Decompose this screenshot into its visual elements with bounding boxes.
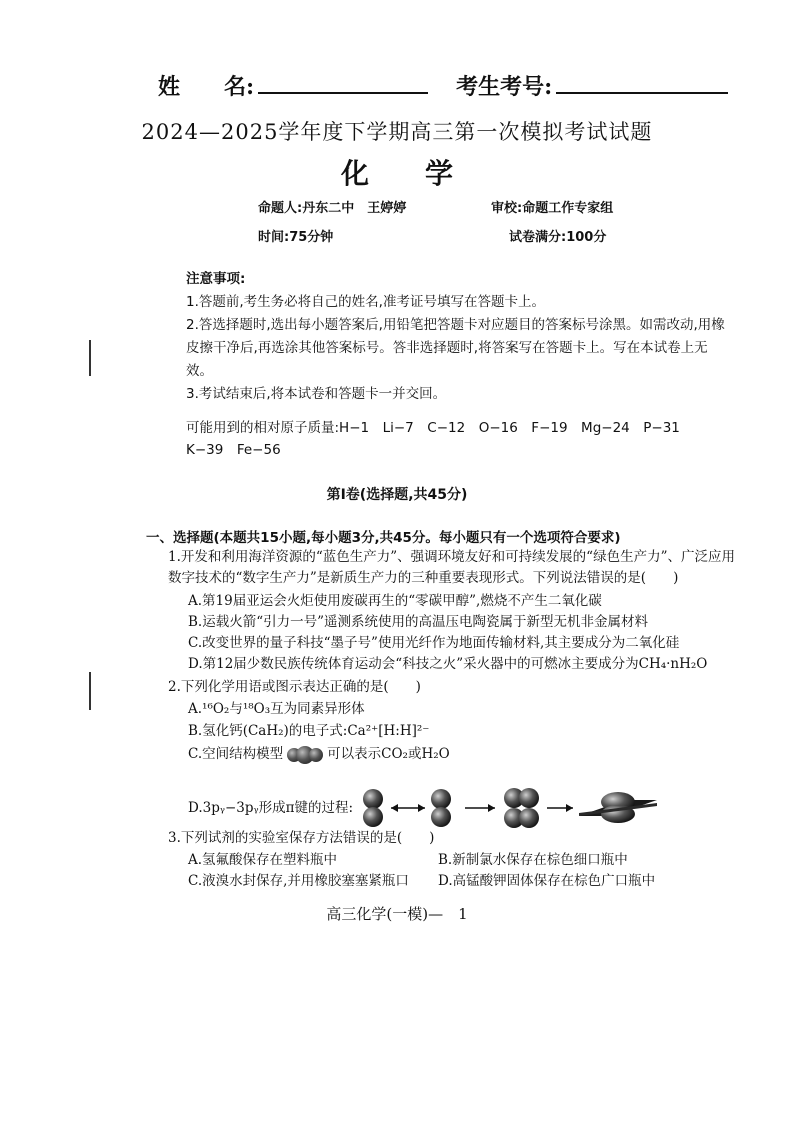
arrow-1: [465, 804, 495, 812]
binding-mark-top: [89, 340, 91, 376]
q1-option-d-formula: CH₄·nH₂O: [638, 656, 708, 672]
question-3-stem: 3.下列试剂的实验室保存方法错误的是( ): [168, 830, 435, 846]
space-filling-model-image: [287, 746, 323, 764]
notes-heading: 注意事项:: [186, 271, 246, 287]
reviewer: 审校:命题工作专家组: [491, 201, 614, 216]
q2-option-d[interactable]: [188, 786, 667, 830]
arrow-2: [547, 804, 573, 812]
model-atom-right: [309, 748, 323, 762]
pi-bond-shape: [579, 792, 657, 823]
question-1: [168, 547, 738, 589]
p-orbital-right: [431, 789, 451, 827]
name-field[interactable]: [258, 74, 428, 94]
overlapping-orbitals: [504, 788, 539, 828]
section-title: 第Ⅰ卷(选择题,共45分): [326, 487, 468, 503]
atomic-masses-line-2: K−39 Fe−56: [186, 442, 281, 458]
binding-mark-bottom: [89, 672, 91, 710]
double-arrow: [391, 804, 425, 812]
q2-option-a[interactable]: A.¹⁶O₂与¹⁸O₃互为同素异形体: [188, 701, 365, 717]
question-2-stem: 2.下列化学用语或图示表达正确的是( ): [168, 679, 421, 695]
question-1-stem-text: 1.开发和利用海洋资源的“蓝色生产力”、强调环境友好和可持续发展的“绿色生产力”、广泛应用数字技术的“数字生产力”是新质生产力的三种重要表现形式。下列说法错误的是( ): [168, 549, 735, 586]
q3-option-b[interactable]: B.新制氯水保存在棕色细口瓶中: [438, 852, 628, 868]
note-item-2: 2.答选择题时,选出每小题答案后,用铅笔把答题卡对应题目的答案标号涂黑。如需改动,用橡皮擦干净后,再选涂其他答案标号。答非选择题时,将答案写在答题卡上。写在本试卷上无效。: [186, 317, 725, 379]
id-field[interactable]: [556, 74, 728, 94]
q2-option-d-text: D.3pᵧ−3pᵧ形成π键的过程:: [188, 799, 353, 816]
p-orbital-left: [363, 789, 383, 827]
atomic-masses: [186, 417, 731, 461]
q1-option-b[interactable]: B.运载火箭“引力一号”遥测系统使用的高温压电陶瓷属于新型无机非金属材料: [188, 614, 649, 630]
q3-option-c[interactable]: C.液溴水封保存,并用橡胶塞塞紧瓶口: [188, 873, 409, 889]
q2-option-c[interactable]: [188, 744, 450, 765]
notes-block: [186, 268, 731, 406]
q2-option-c-suffix: 可以表示CO₂或H₂O: [327, 746, 450, 762]
q1-option-c[interactable]: C.改变世界的量子科技“墨子号”使用光纤作为地面传输材料,其主要成分为二氧化硅: [188, 635, 680, 651]
q3-option-a[interactable]: A.氢氟酸保存在塑料瓶中: [188, 852, 338, 868]
q1-option-a[interactable]: A.第19届亚运会火炬使用废碳再生的“零碳甲醇”,燃烧不产生二氧化碳: [188, 593, 602, 609]
q1-option-d[interactable]: [188, 654, 707, 675]
exam-time: 时间:75分钟: [258, 230, 334, 245]
name-label: 姓 名:: [158, 74, 255, 100]
question-1-stem: [168, 547, 738, 589]
note-item-3: 3.考试结束后,将本试卷和答题卡一并交回。: [186, 386, 447, 402]
q3-option-d[interactable]: D.高锰酸钾固体保存在棕色广口瓶中: [438, 873, 656, 889]
q1-option-d-text: D.第12届少数民族传统体育运动会“科技之火”采火器中的可燃冰主要成分为: [188, 656, 639, 672]
q2-option-c-text: C.空间结构模型: [188, 746, 284, 762]
author: 命题人:丹东二中 王婷婷: [258, 201, 407, 216]
exam-title: 2024—2025学年度下学期高三第一次模拟考试试题: [141, 120, 653, 144]
full-score: 试卷满分:100分: [509, 230, 607, 245]
pi-bond-formation-diagram: [357, 786, 667, 830]
q2-option-b[interactable]: B.氢化钙(CaH₂)的电子式:Ca²⁺[H:H]²⁻: [188, 723, 430, 739]
candidate-info-line: [158, 70, 728, 101]
note-item-1: 1.答题前,考生务必将自己的姓名,准考证号填写在答题卡上。: [186, 294, 545, 310]
subject-title: 化 学: [340, 157, 453, 190]
id-label: 考生考号:: [456, 74, 553, 100]
page-footer: 高三化学(一模)— 1: [326, 905, 468, 923]
atomic-masses-line-1: 可能用到的相对原子质量:H−1 Li−7 C−12 O−16 F−19 Mg−24 P−31: [186, 420, 680, 436]
section-heading: 一、选择题(本题共15小题,每小题3分,共45分。每小题只有一个选项符合要求): [146, 530, 621, 546]
